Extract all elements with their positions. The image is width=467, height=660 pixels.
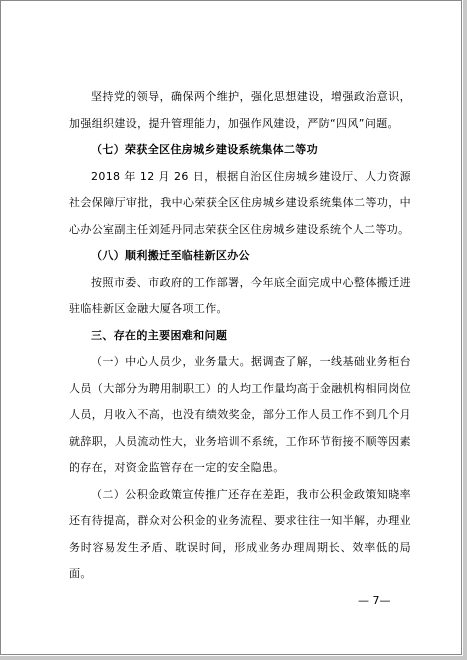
paragraph-problem-staffing: （一）中心人员少，业务量大。据调查了解，一线基础业务柜台人员（大部分为聘用制职工）的人均工作量均高于金融机构相同岗位人员，月收入不高，也没有绩效奖金，部分工作人员工作不到几个月就辞职，人员流动性大，业务培训不系统，工作环节衔接不顺等因素的存在，对资金监管存在一定的安全隐患。 [69, 355, 411, 474]
document-body [69, 84, 411, 588]
section-heading-award: （七）荣获全区住房城乡建设系统集体二等功 [91, 143, 318, 156]
paragraph-relocation: 按照市委、市政府的工作部署，今年底全面完成中心整体搬迁进驻临桂新区金融大厦各项工作。 [69, 275, 411, 315]
page-number: — 7— [358, 594, 391, 607]
paragraph-problem-publicity: （二）公积金政策宣传推广还存在差距，我市公积金政策知晓率还有待提高，群众对公积金的业务流程、要求往往一知半解，办理业务时容易发生矛盾、耽误时间，形成业务办理周期长、效率低的局面。 [69, 487, 411, 580]
paragraph-party-leadership: 坚持党的领导，确保两个维护，强化思想建设，增强政治意识，加强组织建设，提升管理能力，加强作风建设，严防“四风”问题。 [69, 90, 411, 130]
section-heading-relocation: （八）顺利搬迁至临桂新区办公 [91, 249, 250, 262]
section-heading-problems: 三、存在的主要困难和问题 [91, 328, 228, 342]
paragraph-award: 2018 年 12 月 26 日，根据自治区住房城乡建设厅、人力资源社会保障厅审批，我中心荣获全区住房城乡建设系统集体二等功，中心办公室副主任刘延丹同志荣获全区住房城乡建设系统个人二等功。 [69, 169, 411, 236]
